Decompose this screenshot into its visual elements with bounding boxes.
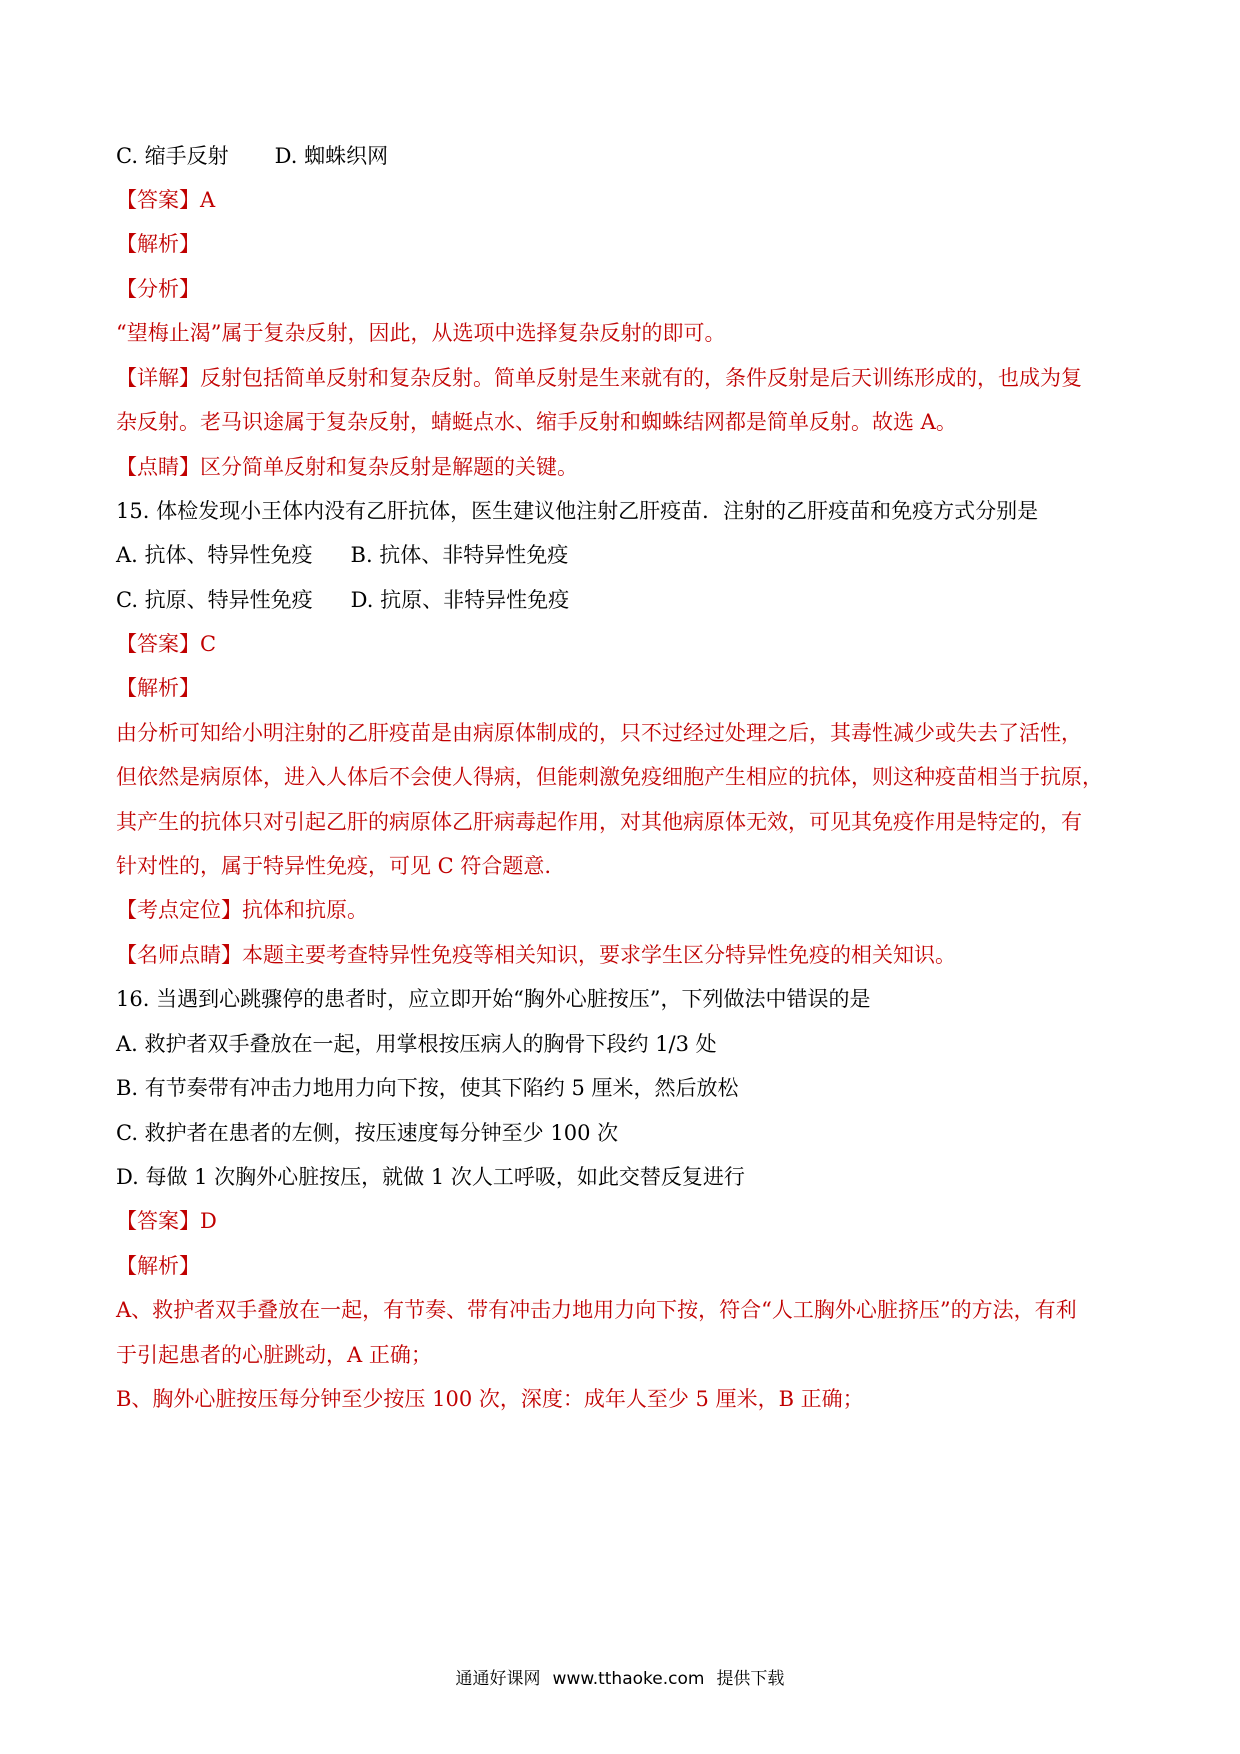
answer-value: D — [200, 1209, 217, 1233]
q16-analysis-line: A、救护者双手叠放在一起，有节奏、带有冲击力地用力向下按，符合“人工胸外心脏挤压”的方法，有利 — [116, 1298, 1077, 1322]
answer-value: A — [200, 188, 216, 212]
q15-options-cd — [116, 586, 1126, 614]
q15-options-ab — [116, 541, 1126, 569]
q16-analysis-label: 【解析】 — [116, 1254, 200, 1278]
dianjing-text: 区分简单反射和复杂反射是解题的关键。 — [200, 455, 578, 479]
q14-option-c: C. 缩手反射 — [116, 144, 229, 168]
q16-option-a: A. 救护者双手叠放在一起，用掌根按压病人的胸骨下段约 1/3 处 — [116, 1032, 717, 1056]
detail-label: 【详解】 — [116, 366, 200, 390]
q14-detail-line1 — [116, 364, 1126, 392]
footer-download: 提供下载 — [716, 1669, 785, 1689]
footer-url[interactable]: www.tthaoke.com — [552, 1669, 705, 1689]
q15-mingshi: 【名师点睛】本题主要考查特异性免疫等相关知识，要求学生区分特异性免疫的相关知识。 — [116, 943, 956, 967]
dianjing-label: 【点睛】 — [116, 455, 200, 479]
q16-answer — [116, 1207, 1126, 1235]
q15-analysis-line: 由分析可知给小明注射的乙肝疫苗是由病原体制成的，只不过经过处理之后，其毒性减少或失去了活性， — [116, 721, 1082, 745]
answer-label: 【答案】 — [116, 1209, 200, 1233]
q14-detail-line2: 杂反射。老马识途属于复杂反射，蜻蜓点水、缩手反射和蜘蛛结网都是简单反射。故选 A。 — [116, 410, 957, 434]
page-footer — [0, 1664, 1240, 1689]
answer-label: 【答案】 — [116, 632, 200, 656]
q14-option-d: D. 蜘蛛织网 — [274, 144, 389, 168]
q16-analysis-line: 于引起患者的心脏跳动，A 正确； — [116, 1343, 432, 1367]
footer-site-name: 通通好课网 — [455, 1669, 541, 1689]
q16-option-d: D. 每做 1 次胸外心脏按压，就做 1 次人工呼吸，如此交替反复进行 — [116, 1165, 745, 1189]
q14-fenxi-text: “望梅止渴”属于复杂反射，因此，从选项中选择复杂反射的即可。 — [116, 321, 726, 345]
q16-stem: 16. 当遇到心跳骤停的患者时，应立即开始“胸外心脏按压”，下列做法中错误的是 — [116, 987, 871, 1011]
q14-answer — [116, 186, 1126, 214]
q15-option-b: B. 抗体、非特异性免疫 — [350, 543, 569, 567]
q16-option-b: B. 有节奏带有冲击力地用力向下按，使其下陷约 5 厘米，然后放松 — [116, 1076, 739, 1100]
answer-label: 【答案】 — [116, 188, 200, 212]
q15-answer — [116, 630, 1126, 658]
q15-analysis-label: 【解析】 — [116, 676, 200, 700]
q14-dianjing — [116, 453, 1126, 481]
answer-value: C — [200, 632, 217, 656]
q15-analysis-line: 其产生的抗体只对引起乙肝的病原体乙肝病毒起作用，对其他病原体无效，可见其免疫作用是特定的，有 — [116, 810, 1082, 834]
q15-option-c: C. 抗原、特异性免疫 — [116, 588, 313, 612]
q15-option-a: A. 抗体、特异性免疫 — [116, 543, 313, 567]
q15-stem: 15. 体检发现小王体内没有乙肝抗体，医生建议他注射乙肝疫苗．注射的乙肝疫苗和免疫方式分别是 — [116, 499, 1039, 523]
q15-analysis-line: 但依然是病原体，进入人体后不会使人得病，但能刺激免疫细胞产生相应的抗体，则这种疫苗相当于抗原， — [116, 765, 1103, 789]
q16-option-c: C. 救护者在患者的左侧，按压速度每分钟至少 100 次 — [116, 1121, 619, 1145]
detail-text: 反射包括简单反射和复杂反射。简单反射是生来就有的，条件反射是后天训练形成的，也成为复 — [200, 366, 1082, 390]
q15-analysis-line: 针对性的，属于特异性免疫，可见 C 符合题意. — [116, 854, 552, 878]
q14-analysis-label: 【解析】 — [116, 232, 200, 256]
q15-option-d: D. 抗原、非特异性免疫 — [350, 588, 570, 612]
q14-options-cd — [116, 142, 1126, 170]
q14-fenxi-label: 【分析】 — [116, 277, 200, 301]
q15-kaodian: 【考点定位】抗体和抗原。 — [116, 898, 368, 922]
q16-analysis-line: B、胸外心脏按压每分钟至少按压 100 次，深度：成年人至少 5 厘米，B 正确； — [116, 1387, 864, 1411]
